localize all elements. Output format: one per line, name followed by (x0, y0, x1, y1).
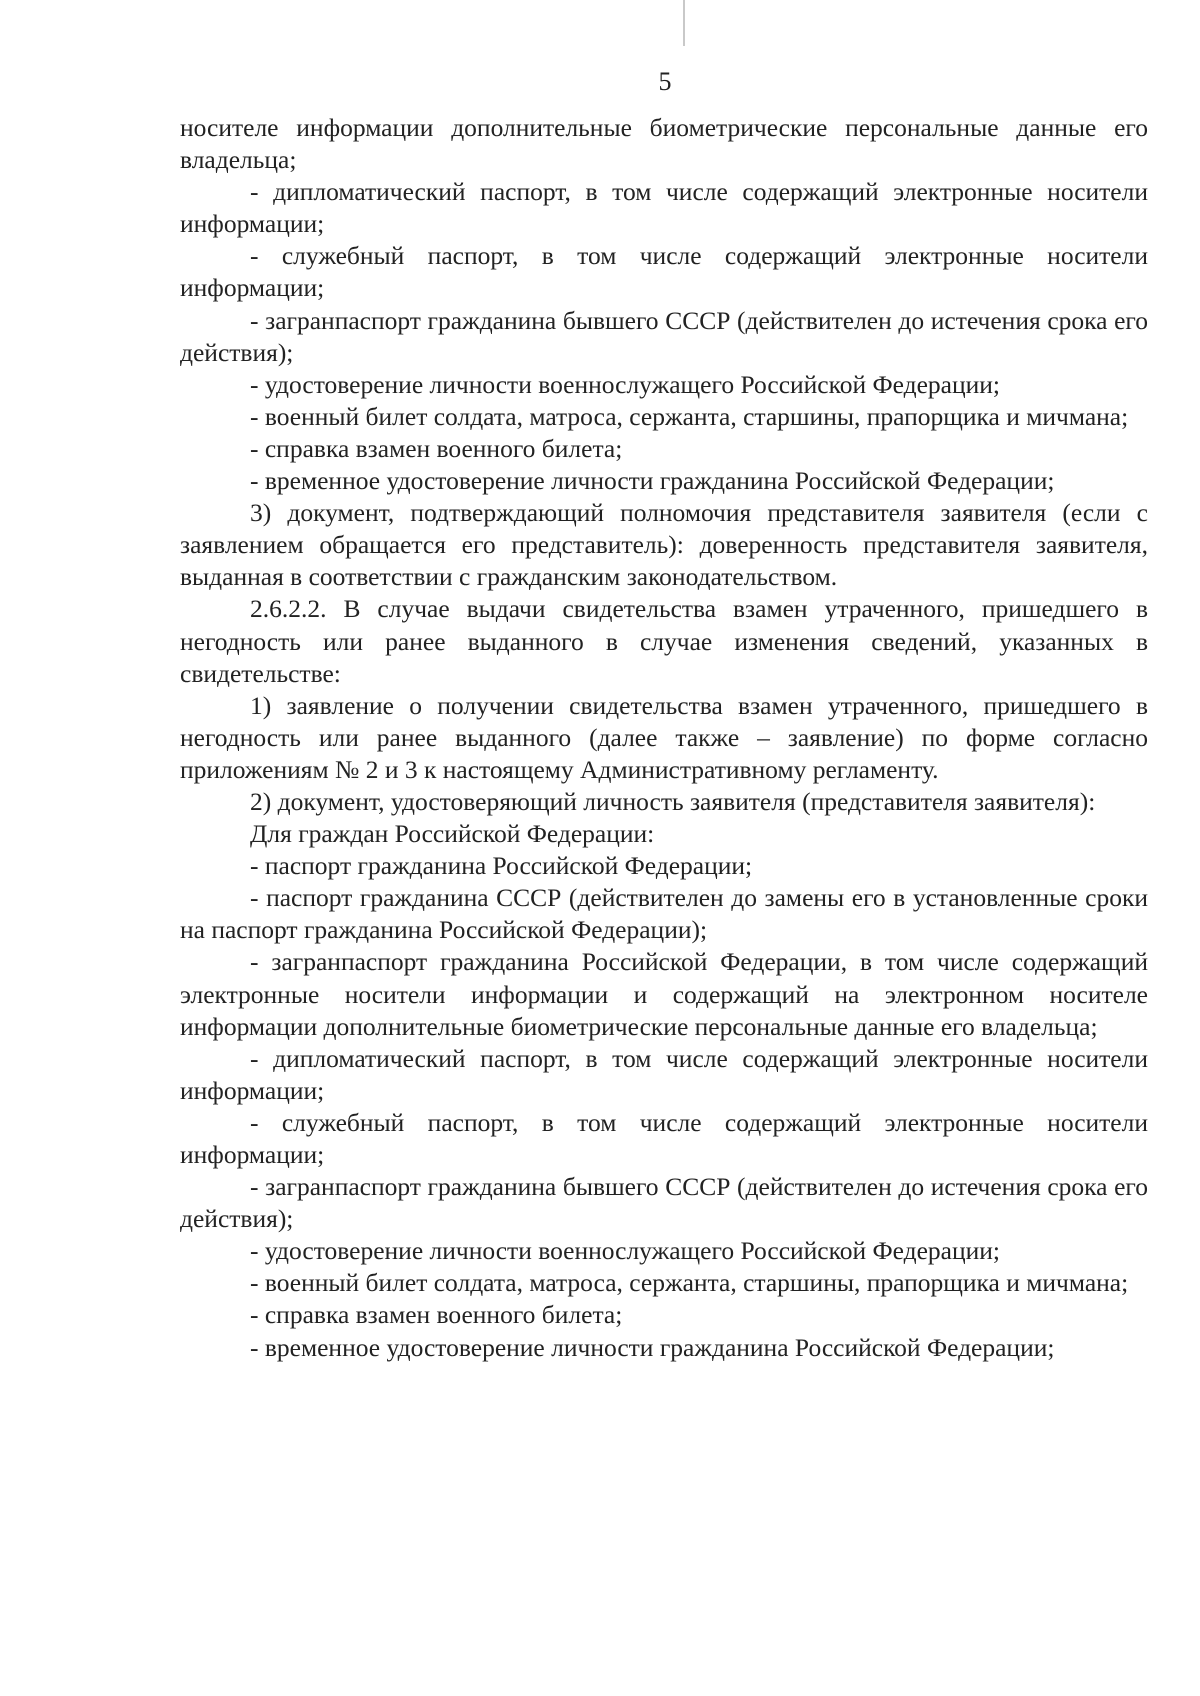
list-item: - временное удостоверение личности гражданина Российской Федерации; (250, 466, 1055, 496)
paragraph: носителе информации дополнительные биометрические персональные данные его владельца; (180, 113, 1148, 175)
list-item: - дипломатический паспорт, в том числе содержащий электронные носители информации; (180, 1043, 1148, 1105)
subheading: Для граждан Российской Федерации: (250, 819, 655, 849)
section-paragraph: 2.6.2.2. В случае выдачи свидетельства взамен утраченного, пришедшего в негодность или ранее выданного в случае изменения сведений, указанных в свидетельстве: (180, 594, 1148, 688)
paragraph: 1) заявление о получении свидетельства взамен утраченного, пришедшего в негодность или ранее выданного (далее также – заявление) по форме согласно приложениям № 2 и 3 к настоящему Административному регламенту. (180, 690, 1148, 784)
document-body (180, 112, 1148, 1364)
list-item: - служебный паспорт, в том числе содержащий электронные носители информации; (180, 1107, 1148, 1169)
list-item: - загранпаспорт гражданина Российской Федерации, в том числе содержащий электронные носители информации и содержащий на электронном носителе информации дополнительные биометрические персональные данные его владельца; (180, 947, 1148, 1041)
list-item: - удостоверение личности военнослужащего Российской Федерации; (250, 369, 1000, 399)
list-item: - временное удостоверение личности гражданина Российской Федерации; (250, 1332, 1055, 1362)
list-item: - дипломатический паспорт, в том числе содержащий электронные носители информации; (180, 177, 1148, 239)
list-item: - паспорт гражданина Российской Федерации; (250, 851, 753, 881)
list-item: - загранпаспорт гражданина бывшего СССР (действителен до истечения срока его действия); (180, 305, 1148, 367)
scan-artifact (683, 0, 685, 46)
list-item: - военный билет солдата, матроса, сержанта, старшины, прапорщика и мичмана; (250, 1268, 1129, 1298)
page-number: 5 (658, 67, 672, 96)
paragraph: 2) документ, удостоверяющий личность заявителя (представителя заявителя): (250, 786, 1096, 816)
list-item: - справка взамен военного билета; (250, 433, 623, 463)
list-item: - паспорт гражданина СССР (действителен до замены его в установленные сроки на паспорт гражданина Российской Федерации); (180, 883, 1148, 945)
list-item: - загранпаспорт гражданина бывшего СССР (действителен до истечения срока его действия); (180, 1172, 1148, 1234)
list-item: - военный билет солдата, матроса, сержанта, старшины, прапорщика и мичмана; (250, 401, 1129, 431)
list-item: - удостоверение личности военнослужащего Российской Федерации; (250, 1236, 1000, 1266)
paragraph: 3) документ, подтверждающий полномочия представителя заявителя (если с заявлением обращается его представитель): доверенность представителя заявителя, выданная в соответствии с гражданским законодательством. (180, 498, 1148, 592)
list-item: - справка взамен военного билета; (250, 1300, 623, 1330)
list-item: - служебный паспорт, в том числе содержащий электронные носители информации; (180, 241, 1148, 303)
